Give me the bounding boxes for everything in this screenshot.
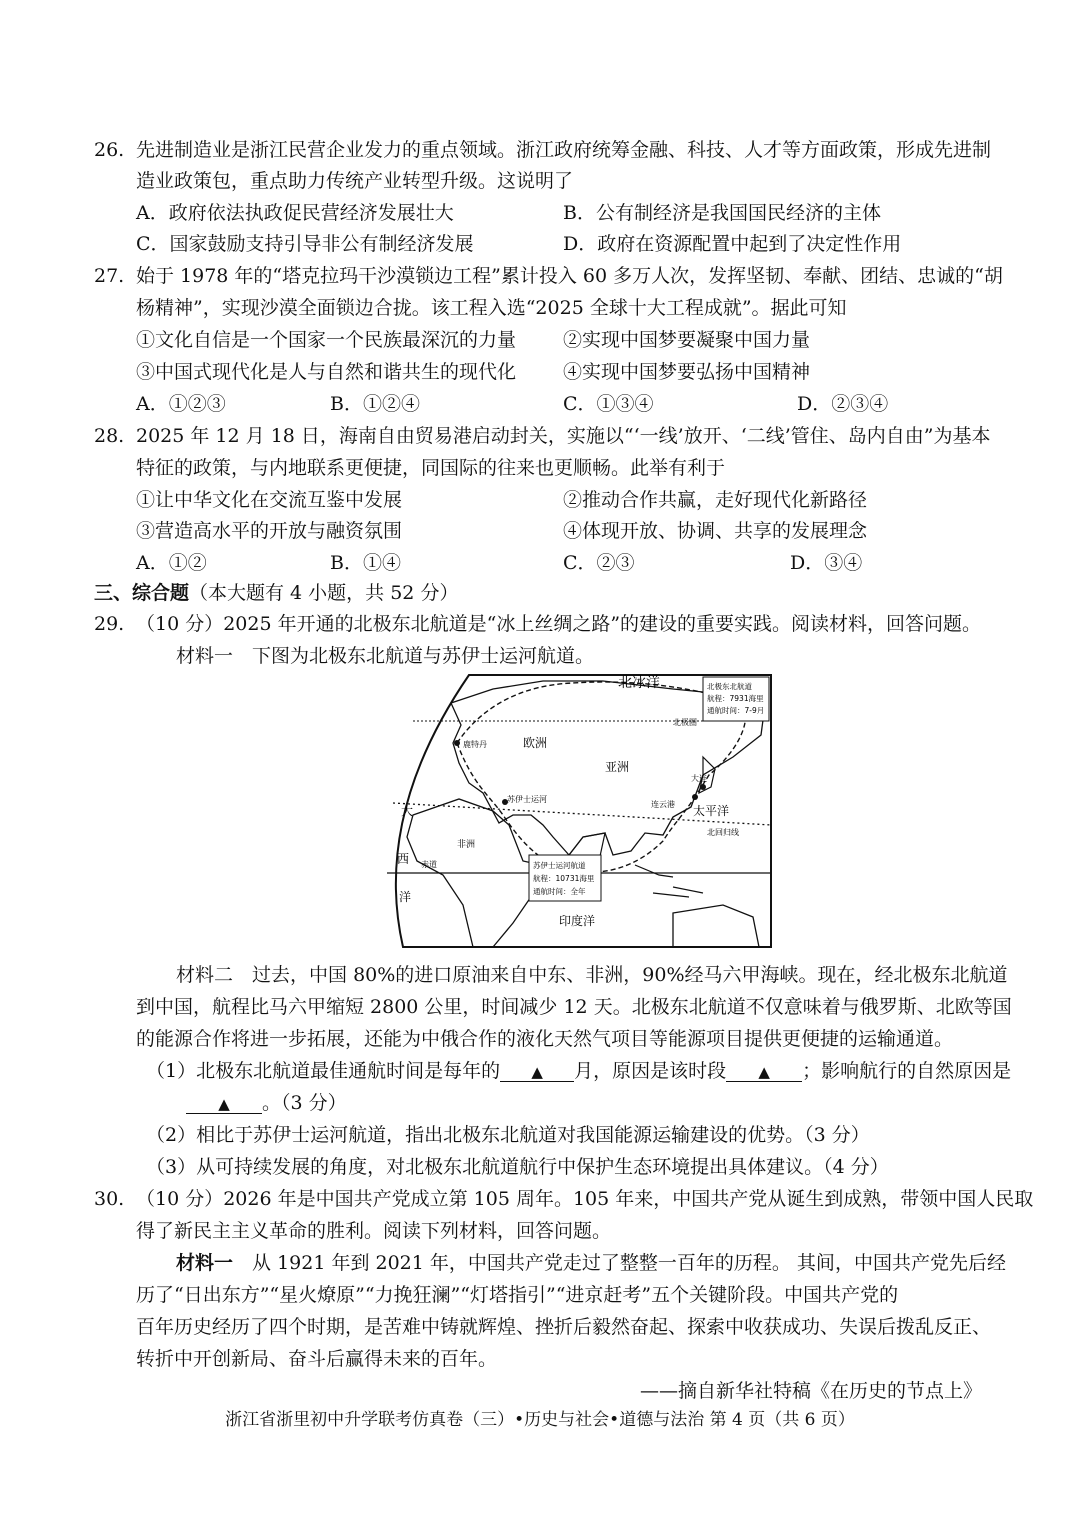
q28-statement-3: ③营造高水平的开放与融资氛围 [136,520,403,542]
label-asia: 亚洲 [605,760,630,774]
label-rotterdam: 鹿特丹 [463,740,487,749]
label-dalian: 大连 [691,774,707,783]
q29-material2-line2: 到中国，航程比马六甲缩短 2800 公里，时间减少 12 天。北极东北航道不仅意味着与俄罗斯、北欧等国 [136,996,1012,1018]
section-title: 三、综合题 [94,582,190,604]
q29-stem: （10 分）2025 年开通的北极东北航道是“冰上丝绸之路”的建设的重要实践。阅读材料，回答问题。 [136,613,982,635]
label-indian-ocean: 印度洋 [559,914,596,928]
label-europe: 欧洲 [523,736,548,750]
sub1-text-a: （1）北极东北航道最佳通航时间是每年的 [146,1060,501,1082]
q28-number: 28. [94,425,125,447]
q27-statement-1: ①文化自信是一个国家一个民族最深沉的力量 [136,329,517,351]
q28-option-c: C．②③ [563,552,635,574]
label-pacific: 太平洋 [693,804,730,818]
sub1-text-b: 月，原因是该时段 [574,1060,727,1082]
q29-material2-line1 [176,962,1008,988]
q28-stem-line2: 特征的政策，与内地联系更便捷，同国际的往来也更顺畅。此举有利于 [136,457,726,479]
label-atlantic-2: 西 [397,852,410,866]
box1-title: 北极东北航道 [707,682,752,691]
page-footer: 浙江省浙里初中升学联考仿真卷（三）•历史与社会•道德与法治 第 4 页（共 6 页） [225,1410,855,1430]
blank-mark: ▲ [218,1095,230,1113]
q26-option-c: C．国家鼓励支持引导非公有制经济发展 [136,233,474,255]
lianyungang-port-marker [692,794,698,800]
box1-distance: 航程：7931海里 [707,694,764,703]
q28-statement-2: ②推动合作共赢，走好现代化新路径 [563,489,868,511]
q28-option-a: A．①② [136,552,207,574]
sub1-text-d: 。（3 分） [262,1092,347,1114]
q27-option-b: B．①②④ [330,393,420,415]
label-atlantic-3: 洋 [399,890,412,904]
q28-statement-4: ④体现开放、协调、共享的发展理念 [563,520,868,542]
rotterdam-port-marker [454,740,460,746]
q28-stem-line1: 2025 年 12 月 18 日，海南自由贸易港启动封关，实施以“‘一线’放开、‘二线’管住、岛内自由”为基本 [136,425,991,447]
section-heading [94,580,458,606]
label-africa: 非洲 [457,840,476,850]
q29-sub1-line1 [146,1058,1011,1084]
q30-stem-line1: （10 分）2026 年是中国共产党成立第 105 周年。105 年来，中国共产党从诞生到成熟，带领中国人民取 [136,1188,1034,1210]
section-note: （本大题有 4 小题，共 52 分） [189,582,459,604]
label-tropic: 北回归线 [707,828,739,837]
q27-statement-3: ③中国式现代化是人与自然和谐共生的现代化 [136,361,517,383]
q27-stem-line2: 杨精神”，实现沙漠全面锁边合拢。该工程入选“2025 全球十大工程成就”。据此可知 [136,297,847,319]
box2-season: 通航时间：全年 [533,887,586,896]
q30-material1-line4: 转折中开创新局、奋斗后赢得未来的百年。 [136,1348,498,1370]
q28-option-b: B．①④ [330,552,401,574]
q27-option-d: D．②③④ [797,393,889,415]
q29-sub2: （2）相比于苏伊士运河航道，指出北极东北航道对我国能源运输建设的优势。（3 分） [146,1124,870,1146]
box1-season: 通航时间：7-9月 [707,706,765,715]
box2-distance: 航程：10731海里 [533,874,595,883]
sub1-text-c: ；影响航行的自然原因是 [802,1060,1012,1082]
q26-number: 26. [94,139,125,161]
shipping-route-map [373,665,773,949]
q26-stem-line1: 先进制造业是浙江民营企业发力的重点领域。浙江政府统筹金融、科技、人才等方面政策，形成先进制 [136,139,992,161]
q26-option-b: B．公有制经济是我国国民经济的主体 [563,202,881,224]
q29-material2-line3: 的能源合作将进一步拓展，还能为中俄合作的液化天然气项目等能源项目提供更便捷的运输通道。 [136,1028,954,1050]
q29-sub3: （3）从可持续发展的角度，对北极东北航道航行中保护生态环境提出具体建议。（4 分） [146,1156,889,1178]
q29-sub1-line2 [186,1090,347,1116]
material2-label: 材料二 [176,964,234,986]
box2-title: 苏伊士运河航道 [533,861,586,870]
q27-option-a: A．①②③ [136,393,226,415]
q30-material1-line1 [176,1250,1006,1276]
q30-material1-line3: 百年历史经历了四个时期，是苦难中铸就辉煌、挫折后毅然奋起、探索中收获成功、失误后拨乱反正、 [136,1316,992,1338]
q27-option-c: C．①③④ [563,393,654,415]
label-lianyungang: 连云港 [651,800,675,809]
dalian-port-marker [700,784,706,790]
q30-material1-line2: 历了“日出东方”“星火燎原”“力挽狂澜”“灯塔指引”“进京赶考”五个关键阶段。中国共产党的 [136,1284,899,1306]
q27-statement-2: ②实现中国梦要凝聚中国力量 [563,329,811,351]
q27-number: 27. [94,265,125,287]
q26-option-d: D．政府在资源配置中起到了决定性作用 [563,233,902,255]
blank-mark: ▲ [758,1063,770,1081]
label-arctic-circle: 北极圈 [673,718,697,727]
label-atlantic-1: 大 [401,804,414,818]
blank-mark: ▲ [531,1063,543,1081]
q28-statement-1: ①让中华文化在交流互鉴中发展 [136,489,403,511]
q27-stem-line1: 始于 1978 年的“塔克拉玛干沙漠锁边工程”累计投入 60 多万人次，发挥坚韧、奉献、团结、忠诚的“胡 [136,265,1003,287]
q26-stem-line2: 造业政策包，重点助力传统产业转型升级。这说明了 [136,170,574,192]
material2-text1: 过去，中国 80%的进口原油来自中东、非洲，90%经马六甲海峡。现在，经北极东北航道 [252,964,1008,986]
q30-stem-line2: 得了新民主主义革命的胜利。阅读下列材料，回答问题。 [136,1220,612,1242]
answer-blank-months[interactable] [500,1061,574,1082]
q29-number: 29. [94,613,125,635]
label-equator: 赤道 [421,860,437,869]
q27-statement-4: ④实现中国梦要弘扬中国精神 [563,361,811,383]
q30-material1-label: 材料一 [176,1252,234,1274]
q30-material1-text1: 从 1921 年到 2021 年，中国共产党走过了整整一百年的历程。 其间，中国共产党先后经 [252,1252,1006,1274]
answer-blank-natural-cause[interactable] [186,1093,262,1114]
label-suez: 苏伊士运河 [507,795,547,804]
q28-option-d: D．③④ [790,552,863,574]
label-arctic-ocean: 北冰洋 [618,675,660,691]
q30-source: ——摘自新华社特稿《在历史的节点上》 [640,1380,983,1402]
q29-material1-caption: 材料一 下图为北极东北航道与苏伊士运河航道。 [176,645,595,667]
q26-option-a: A．政府依法执政促民营经济发展壮大 [136,202,454,224]
q30-number: 30. [94,1188,125,1210]
answer-blank-reason[interactable] [726,1061,802,1082]
